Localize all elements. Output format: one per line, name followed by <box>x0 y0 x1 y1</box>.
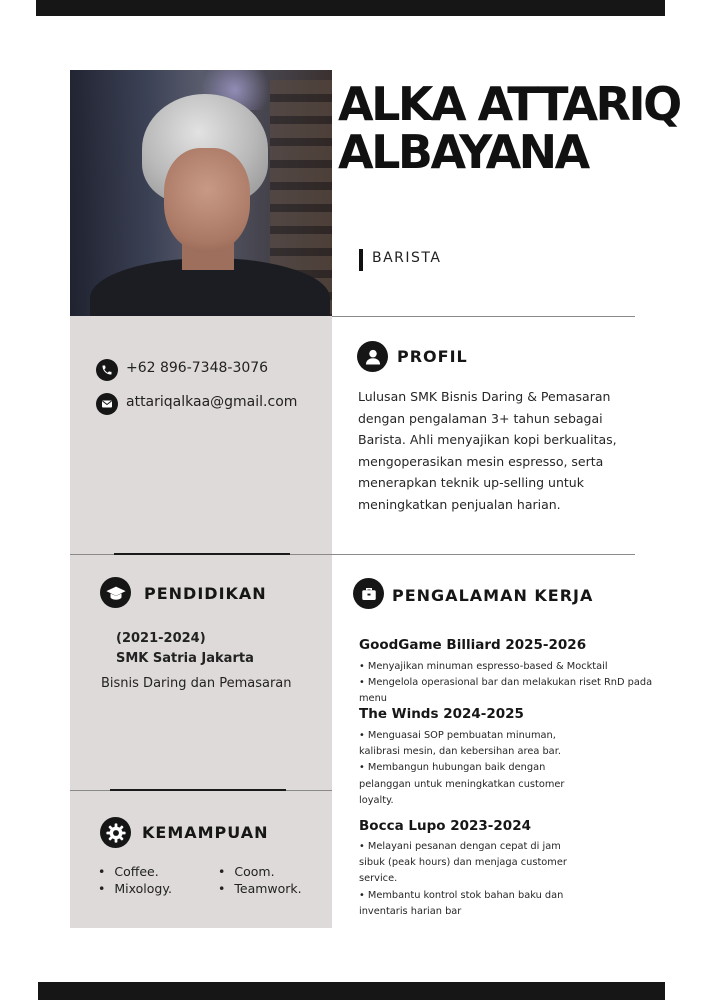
divider-middle-accent <box>114 553 290 555</box>
job-title: GoodGame Billiard 2025-2026 <box>359 637 587 653</box>
email-address[interactable]: attariqalkaa@gmail.com <box>126 394 298 410</box>
education-major: Bisnis Daring dan Pemasaran <box>101 676 292 691</box>
profile-line: Barista. Ahli menyajikan kopi berkualitas, <box>358 432 617 447</box>
job-line: service. <box>359 873 398 885</box>
job-line: • Melayani pesanan dengan cepat di jam <box>359 841 561 852</box>
skills-heading: KEMAMPUAN <box>142 823 269 842</box>
profile-line: menerapkan teknik up-selling untuk <box>358 475 584 490</box>
job-line: pelanggan untuk meningkatkan customer <box>359 778 565 790</box>
gear-icon <box>100 817 131 848</box>
profile-line: dengan pengalaman 3+ tahun sebagai <box>358 410 603 426</box>
education-school: SMK Satria Jakarta <box>116 651 254 666</box>
role-accent-bar <box>359 249 363 271</box>
graduation-cap-icon <box>100 577 131 608</box>
job-title: The Winds 2024-2025 <box>359 706 524 722</box>
job-details <box>359 839 679 920</box>
job-title: Bocca Lupo 2023-2024 <box>359 818 531 834</box>
job-details <box>359 659 679 708</box>
profile-summary <box>358 386 648 515</box>
job-line: • Mengelola operasional bar dan melakukan riset RnD pada menu <box>359 677 653 705</box>
divider-sidebar-accent <box>110 789 286 791</box>
profile-photo <box>70 70 332 316</box>
profile-line: Lulusan SMK Bisnis Daring & Pemasaran <box>358 389 611 404</box>
top-border-bar <box>36 0 665 16</box>
job-line: inventaris harian bar <box>359 905 462 917</box>
full-name <box>338 77 698 179</box>
job-line: • Membangun hubungan baik dengan <box>359 762 546 774</box>
job-line: loyalty. <box>359 794 394 806</box>
bottom-border-bar <box>38 982 665 1000</box>
education-years: (2021-2024) <box>116 631 206 646</box>
job-line: • Menguasai SOP pembuatan minuman, <box>359 730 556 741</box>
profile-line: meningkatkan penjualan harian. <box>358 496 561 512</box>
phone-icon <box>96 359 118 381</box>
skill-item: • Coom. <box>218 864 275 879</box>
education-heading: PENDIDIKAN <box>144 584 267 603</box>
skill-item: • Mixology. <box>98 881 172 896</box>
job-line: • Menyajikan minuman espresso-based & Mocktail <box>359 661 608 672</box>
job-details <box>359 728 679 809</box>
email-icon <box>96 393 118 415</box>
name-line-2: ALBAYANA <box>338 125 588 179</box>
experience-heading: PENGALAMAN KERJA <box>392 586 594 605</box>
job-line: kalibrasi mesin, dan kebersihan area bar. <box>359 746 561 758</box>
divider-top <box>332 316 635 317</box>
job-line: • Membantu kontrol stok bahan baku dan <box>359 889 564 901</box>
job-line: sibuk (peak hours) dan menjaga customer <box>359 857 567 869</box>
profile-line: mengoperasikan mesin espresso, serta <box>358 453 604 469</box>
profile-heading: PROFIL <box>397 347 468 366</box>
job-role: BARISTA <box>372 250 442 266</box>
briefcase-icon <box>353 578 384 609</box>
phone-number[interactable]: +62 896-7348-3076 <box>126 360 269 376</box>
user-icon <box>357 341 388 372</box>
skill-item: • Coffee. <box>98 864 159 879</box>
name-line-1: ALKA ATTARIQ <box>338 77 680 131</box>
skill-item: • Teamwork. <box>218 881 302 896</box>
